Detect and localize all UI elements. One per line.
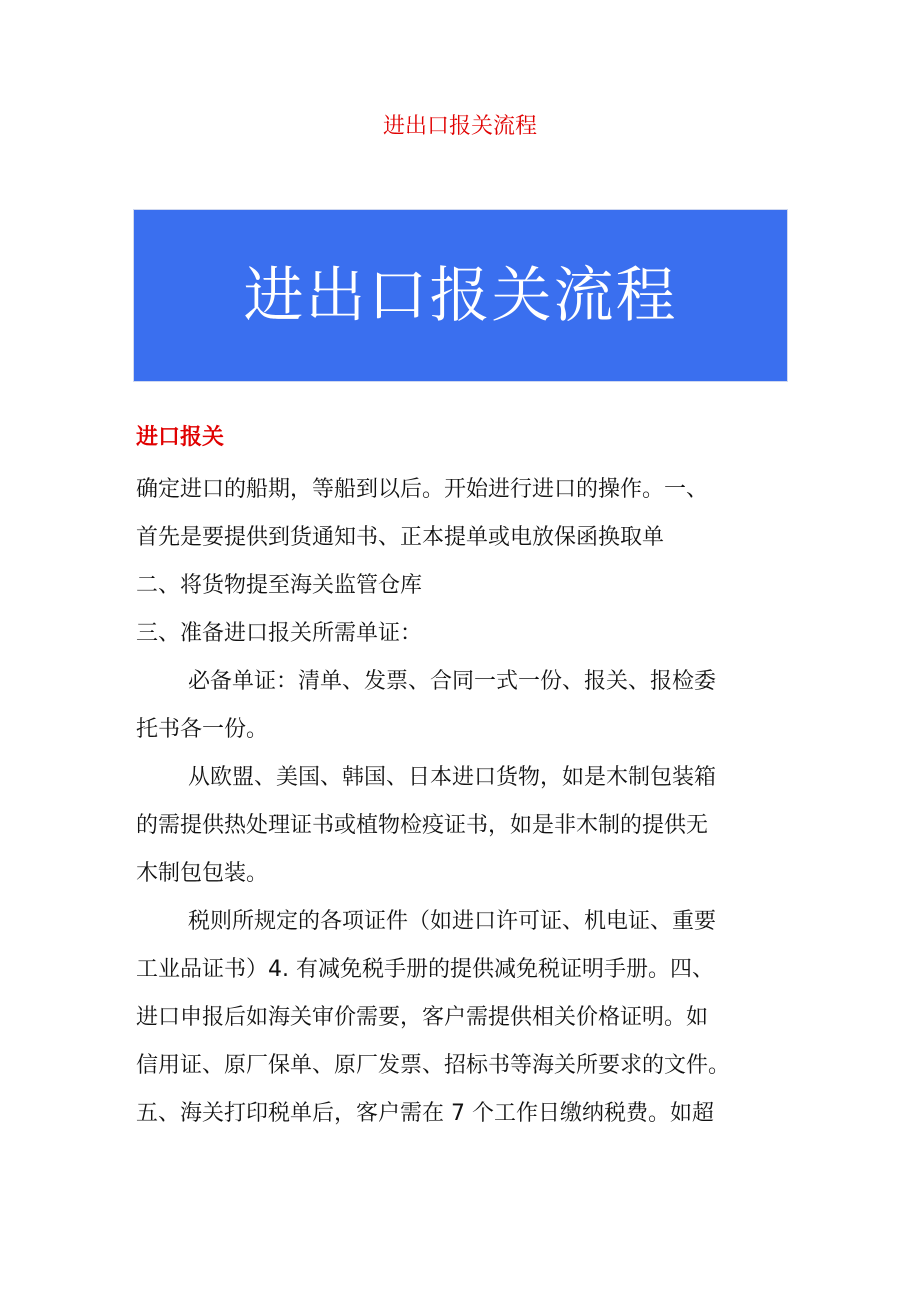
body-line: 三、准备进口报关所需单证：	[136, 621, 423, 646]
body-line: 首先是要提供到货通知书、正本提单或电放保函换取单	[136, 525, 665, 550]
body-line: 木制包包装。	[136, 861, 269, 886]
banner-title: 进出口报关流程	[243, 260, 678, 331]
body-line: 五、海关打印税单后，客户需在 7 个工作日缴纳税费。如超	[136, 1101, 714, 1126]
body-line: 工业品证书）4. 有减免税手册的提供减免税证明手册。四、	[136, 957, 714, 982]
body-line: 的需提供热处理证书或植物检疫证书，如是非木制的提供无	[136, 813, 709, 838]
body-line: 进口申报后如海关审价需要，客户需提供相关价格证明。如	[136, 1005, 709, 1030]
body-line: 必备单证：清单、发票、合同一式一份、报关、报检委	[188, 669, 717, 694]
section-heading-import-declaration: 进口报关	[136, 425, 225, 450]
page-title: 进出口报关流程	[382, 114, 537, 139]
body-line: 从欧盟、美国、韩国、日本进口货物，如是木制包装箱	[188, 765, 717, 790]
title-banner	[134, 210, 787, 381]
body-line: 二、将货物提至海关监管仓库	[136, 573, 423, 598]
body-line: 信用证、原厂保单、原厂发票、招标书等海关所要求的文件。	[136, 1053, 731, 1078]
document-body	[136, 420, 808, 1138]
body-line: 税则所规定的各项证件（如进口许可证、机电证、重要	[188, 909, 717, 934]
body-line: 确定进口的船期，等船到以后。开始进行进口的操作。一、	[136, 477, 709, 502]
body-line: 托书各一份。	[136, 717, 269, 742]
